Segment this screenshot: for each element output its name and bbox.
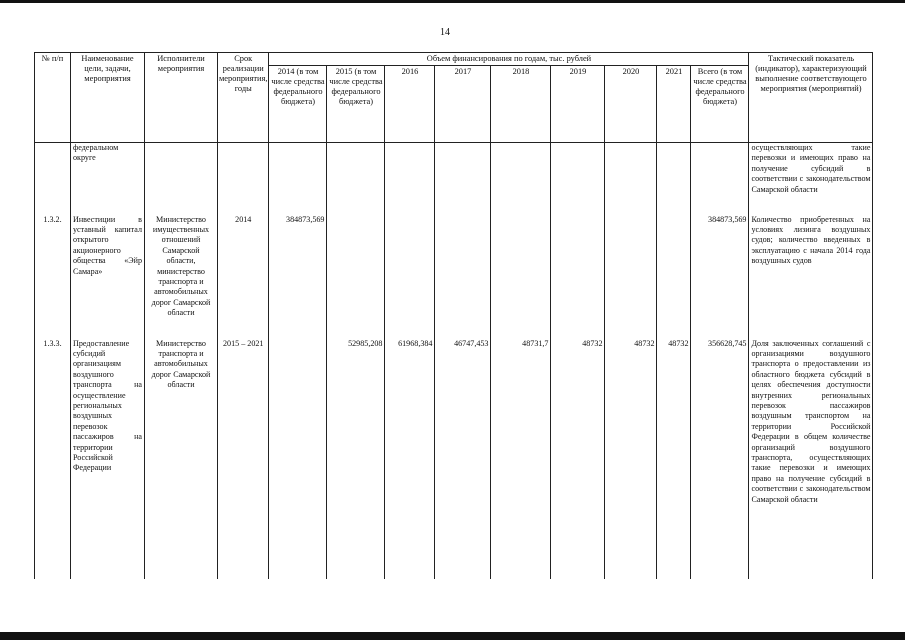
row-2021 bbox=[657, 215, 691, 339]
header-year-2015: 2015 (в том числе средства федерального бюджета) bbox=[327, 66, 385, 143]
header-funding: Объем финансирования по годам, тыс. рублей bbox=[269, 53, 749, 66]
program-table bbox=[34, 52, 873, 579]
row-executors bbox=[145, 143, 218, 215]
row-total: 356628,745 bbox=[691, 339, 749, 579]
top-scan-edge bbox=[0, 0, 905, 3]
row-2016: 61968,384 bbox=[385, 339, 435, 579]
header-year-2014: 2014 (в том числе средства федерального бюджета) bbox=[269, 66, 327, 143]
page-number: 14 bbox=[440, 27, 450, 38]
row-2018 bbox=[491, 143, 551, 215]
row-2014 bbox=[269, 339, 327, 579]
row-2016 bbox=[385, 143, 435, 215]
row-indicator: Доля заключенных соглашений с организациями воздушного транспорта о предоставлении из областного бюджета субсидий в целях обеспечения доступности внутренних региональных перевозок пассажиров воздушным транспортом на территории Российской Федерации в общем количестве организаций воздушного транспорта, осуществляющих такие перевозки и имеющих право на получение субсидий в соответствии с законодательством Самарской области bbox=[749, 339, 873, 579]
bottom-scan-edge bbox=[0, 632, 905, 640]
row-2017 bbox=[435, 215, 491, 339]
row-term bbox=[218, 143, 269, 215]
row-2018 bbox=[491, 215, 551, 339]
row-2020 bbox=[605, 215, 657, 339]
row-2019 bbox=[551, 143, 605, 215]
row-indicator: Количество приобретенных на условиях лизинга воздушных судов; количество введенных в эксплуатацию с начала 2014 года воздушных судов bbox=[749, 215, 873, 339]
row-name: Инвестиции в уставный капитал открытого акционерного общества «Эйр Самара» bbox=[71, 215, 145, 339]
row-2014 bbox=[269, 143, 327, 215]
row-indicator: осуществляющих такие перевозки и имеющих право на получение субсидий в соответствии с законодательством Самарской области bbox=[749, 143, 873, 215]
header-year-2018: 2018 bbox=[491, 66, 551, 143]
row-num bbox=[35, 143, 71, 215]
row-term: 2014 bbox=[218, 215, 269, 339]
row-2016 bbox=[385, 215, 435, 339]
table-row bbox=[35, 339, 873, 579]
header-term: Срок реализации мероприятия, годы bbox=[218, 53, 269, 143]
row-2015 bbox=[327, 143, 385, 215]
row-2021 bbox=[657, 143, 691, 215]
table-row bbox=[35, 215, 873, 339]
table-header-row bbox=[35, 53, 873, 66]
row-2015 bbox=[327, 215, 385, 339]
row-executors: Министерство имущественных отношений Самарской области, министерство транспорта и автомобильных дорог Самарской области bbox=[145, 215, 218, 339]
header-year-2019: 2019 bbox=[551, 66, 605, 143]
header-year-2021: 2021 bbox=[657, 66, 691, 143]
row-num: 1.3.2. bbox=[35, 215, 71, 339]
row-2019: 48732 bbox=[551, 339, 605, 579]
row-term: 2015 – 2021 bbox=[218, 339, 269, 579]
row-executors: Министерство транспорта и автомобильных дорог Самарской области bbox=[145, 339, 218, 579]
row-2015: 52985,208 bbox=[327, 339, 385, 579]
row-2020 bbox=[605, 143, 657, 215]
table-row bbox=[35, 143, 873, 215]
header-year-2016: 2016 bbox=[385, 66, 435, 143]
row-2017 bbox=[435, 143, 491, 215]
header-total: Всего (в том числе средства федерального бюджета) bbox=[691, 66, 749, 143]
row-2021: 48732 bbox=[657, 339, 691, 579]
row-name: Предоставление субсидий организациям воздушного транспорта на осуществление региональных воздушных перевозок пассажиров на территории Российской Федерации bbox=[71, 339, 145, 579]
header-num: № п/п bbox=[35, 53, 71, 143]
header-executors: Исполнители мероприятия bbox=[145, 53, 218, 143]
row-name: федеральном округе bbox=[71, 143, 145, 215]
header-year-2017: 2017 bbox=[435, 66, 491, 143]
row-num: 1.3.3. bbox=[35, 339, 71, 579]
row-2020: 48732 bbox=[605, 339, 657, 579]
row-2014: 384873,569 bbox=[269, 215, 327, 339]
row-total bbox=[691, 143, 749, 215]
row-2019 bbox=[551, 215, 605, 339]
header-name: Наименование цели, задачи, мероприятия bbox=[71, 53, 145, 143]
row-total: 384873,569 bbox=[691, 215, 749, 339]
row-2018: 48731,7 bbox=[491, 339, 551, 579]
row-2017: 46747,453 bbox=[435, 339, 491, 579]
header-indicator: Тактический показатель (индикатор), характеризующий выполнение соответствующего мероприятия (мероприятий) bbox=[749, 53, 873, 143]
header-year-2020: 2020 bbox=[605, 66, 657, 143]
